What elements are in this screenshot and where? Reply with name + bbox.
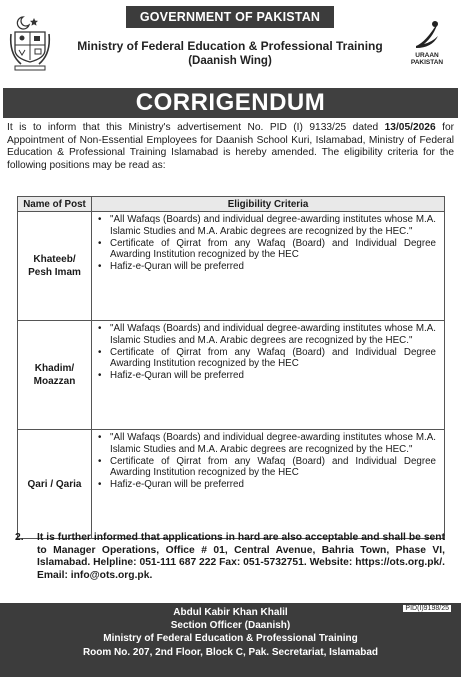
criteria-item: • Certificate of Qirrat from any Wafaq (Board) and Individual Degree Awarding Institution recognized by the HEC (98, 347, 436, 370)
uraan-pakistan-logo (402, 18, 452, 70)
wing-name: (Daanish Wing) (188, 55, 272, 67)
post-name-cell (18, 212, 92, 321)
paragraph-number: 2. (15, 532, 24, 543)
column-header-criteria: Eligibility Criteria (92, 197, 445, 212)
officer-designation: Section Officer (Daanish) (170, 620, 291, 632)
criteria-list (98, 432, 436, 491)
ministry-name: Ministry of Federal Education & Professional Training (77, 39, 383, 53)
criteria-item: • Hafiz-e-Quran will be preferred (98, 479, 436, 491)
advertisement-date: 13/05/2026 (384, 122, 436, 133)
state-emblem-icon (9, 14, 51, 72)
post-name-cell (18, 321, 92, 430)
further-info-text: It is further informed that applications in hard are also acceptable and shall be sent to Manager Operations, Office # 01, Central Avenue, Bahria Town, Phase VI, Islamabad. Helpline: 051-111 687 222 Fax: 051-5732751. Website: https://ots.org.pk/. Email: info@ots.org.pk. (37, 532, 445, 582)
notice-title: CORRIGENDUM (3, 88, 458, 118)
table-row (18, 212, 445, 321)
pid-reference: PID(I)9198/25 (405, 605, 449, 612)
uraan-logo-line2: PAKISTAN (410, 59, 444, 66)
intro-paragraph (7, 122, 454, 172)
criteria-item: • "All Wafaqs (Boards) and individual degree-awarding institutes whose M.A. Islamic Studies and M.A. Arabic degrees are recognized by the HEC." (98, 432, 436, 455)
post-name-line1: Khateeb/ (33, 254, 76, 265)
intro-text-part2: for Appointment of Non-Essential Employees for Daanish School Kuri, Islamabad, Ministry of Federal Education & Professional Training Islamabad is hereby amended. The eligibility criteria for the following positions may be read as: (7, 122, 454, 171)
post-name-line1: Qari / Qaria (27, 478, 82, 490)
criteria-list (98, 323, 436, 382)
criteria-item: • "All Wafaqs (Boards) and individual degree-awarding institutes whose M.A. Islamic Studies and M.A. Arabic degrees are recognized by the HEC." (98, 323, 436, 346)
further-info-paragraph (17, 532, 445, 583)
intro-text-part1: It is to inform that this Ministry's advertisement No. PID (I) 9133/25 dated (7, 122, 385, 133)
criteria-item: • Hafiz-e-Quran will be preferred (98, 261, 436, 273)
column-header-post: Name of Post (18, 197, 92, 212)
criteria-item: • "All Wafaqs (Boards) and individual degree-awarding institutes whose M.A. Islamic Studies and M.A. Arabic degrees are recognized by the HEC." (98, 214, 436, 237)
government-title: GOVERNMENT OF PAKISTAN (126, 6, 334, 28)
criteria-item: • Hafiz-e-Quran will be preferred (98, 370, 436, 382)
post-name-line1: Khadim/ (34, 363, 75, 374)
footer-ministry: Ministry of Federal Education & Professional Training (103, 633, 358, 645)
officer-name: Abdul Kabir Khan Khalil (173, 607, 288, 618)
post-name-cell (18, 430, 92, 539)
uraan-bird-icon (402, 18, 452, 52)
table-row (18, 321, 445, 430)
eligibility-table (17, 196, 445, 539)
table-header-row (18, 197, 445, 212)
criteria-list (98, 214, 436, 273)
post-name-line2: Moazzan (33, 376, 76, 387)
criteria-item: • Certificate of Qirrat from any Wafaq (Board) and Individual Degree Awarding Institution recognized by the HEC (98, 238, 436, 261)
criteria-cell (92, 321, 445, 430)
table-row (18, 430, 445, 539)
signature-block (0, 603, 461, 677)
footer-address: Room No. 207, 2nd Floor, Block C, Pak. Secretariat, Islamabad (82, 646, 379, 658)
post-name-line2: Pesh Imam (28, 267, 81, 278)
criteria-item: • Certificate of Qirrat from any Wafaq (Board) and Individual Degree Awarding Institution recognized by the HEC (98, 456, 436, 479)
uraan-logo-line1: URAAN (415, 52, 439, 59)
criteria-cell (92, 430, 445, 539)
criteria-cell (92, 212, 445, 321)
